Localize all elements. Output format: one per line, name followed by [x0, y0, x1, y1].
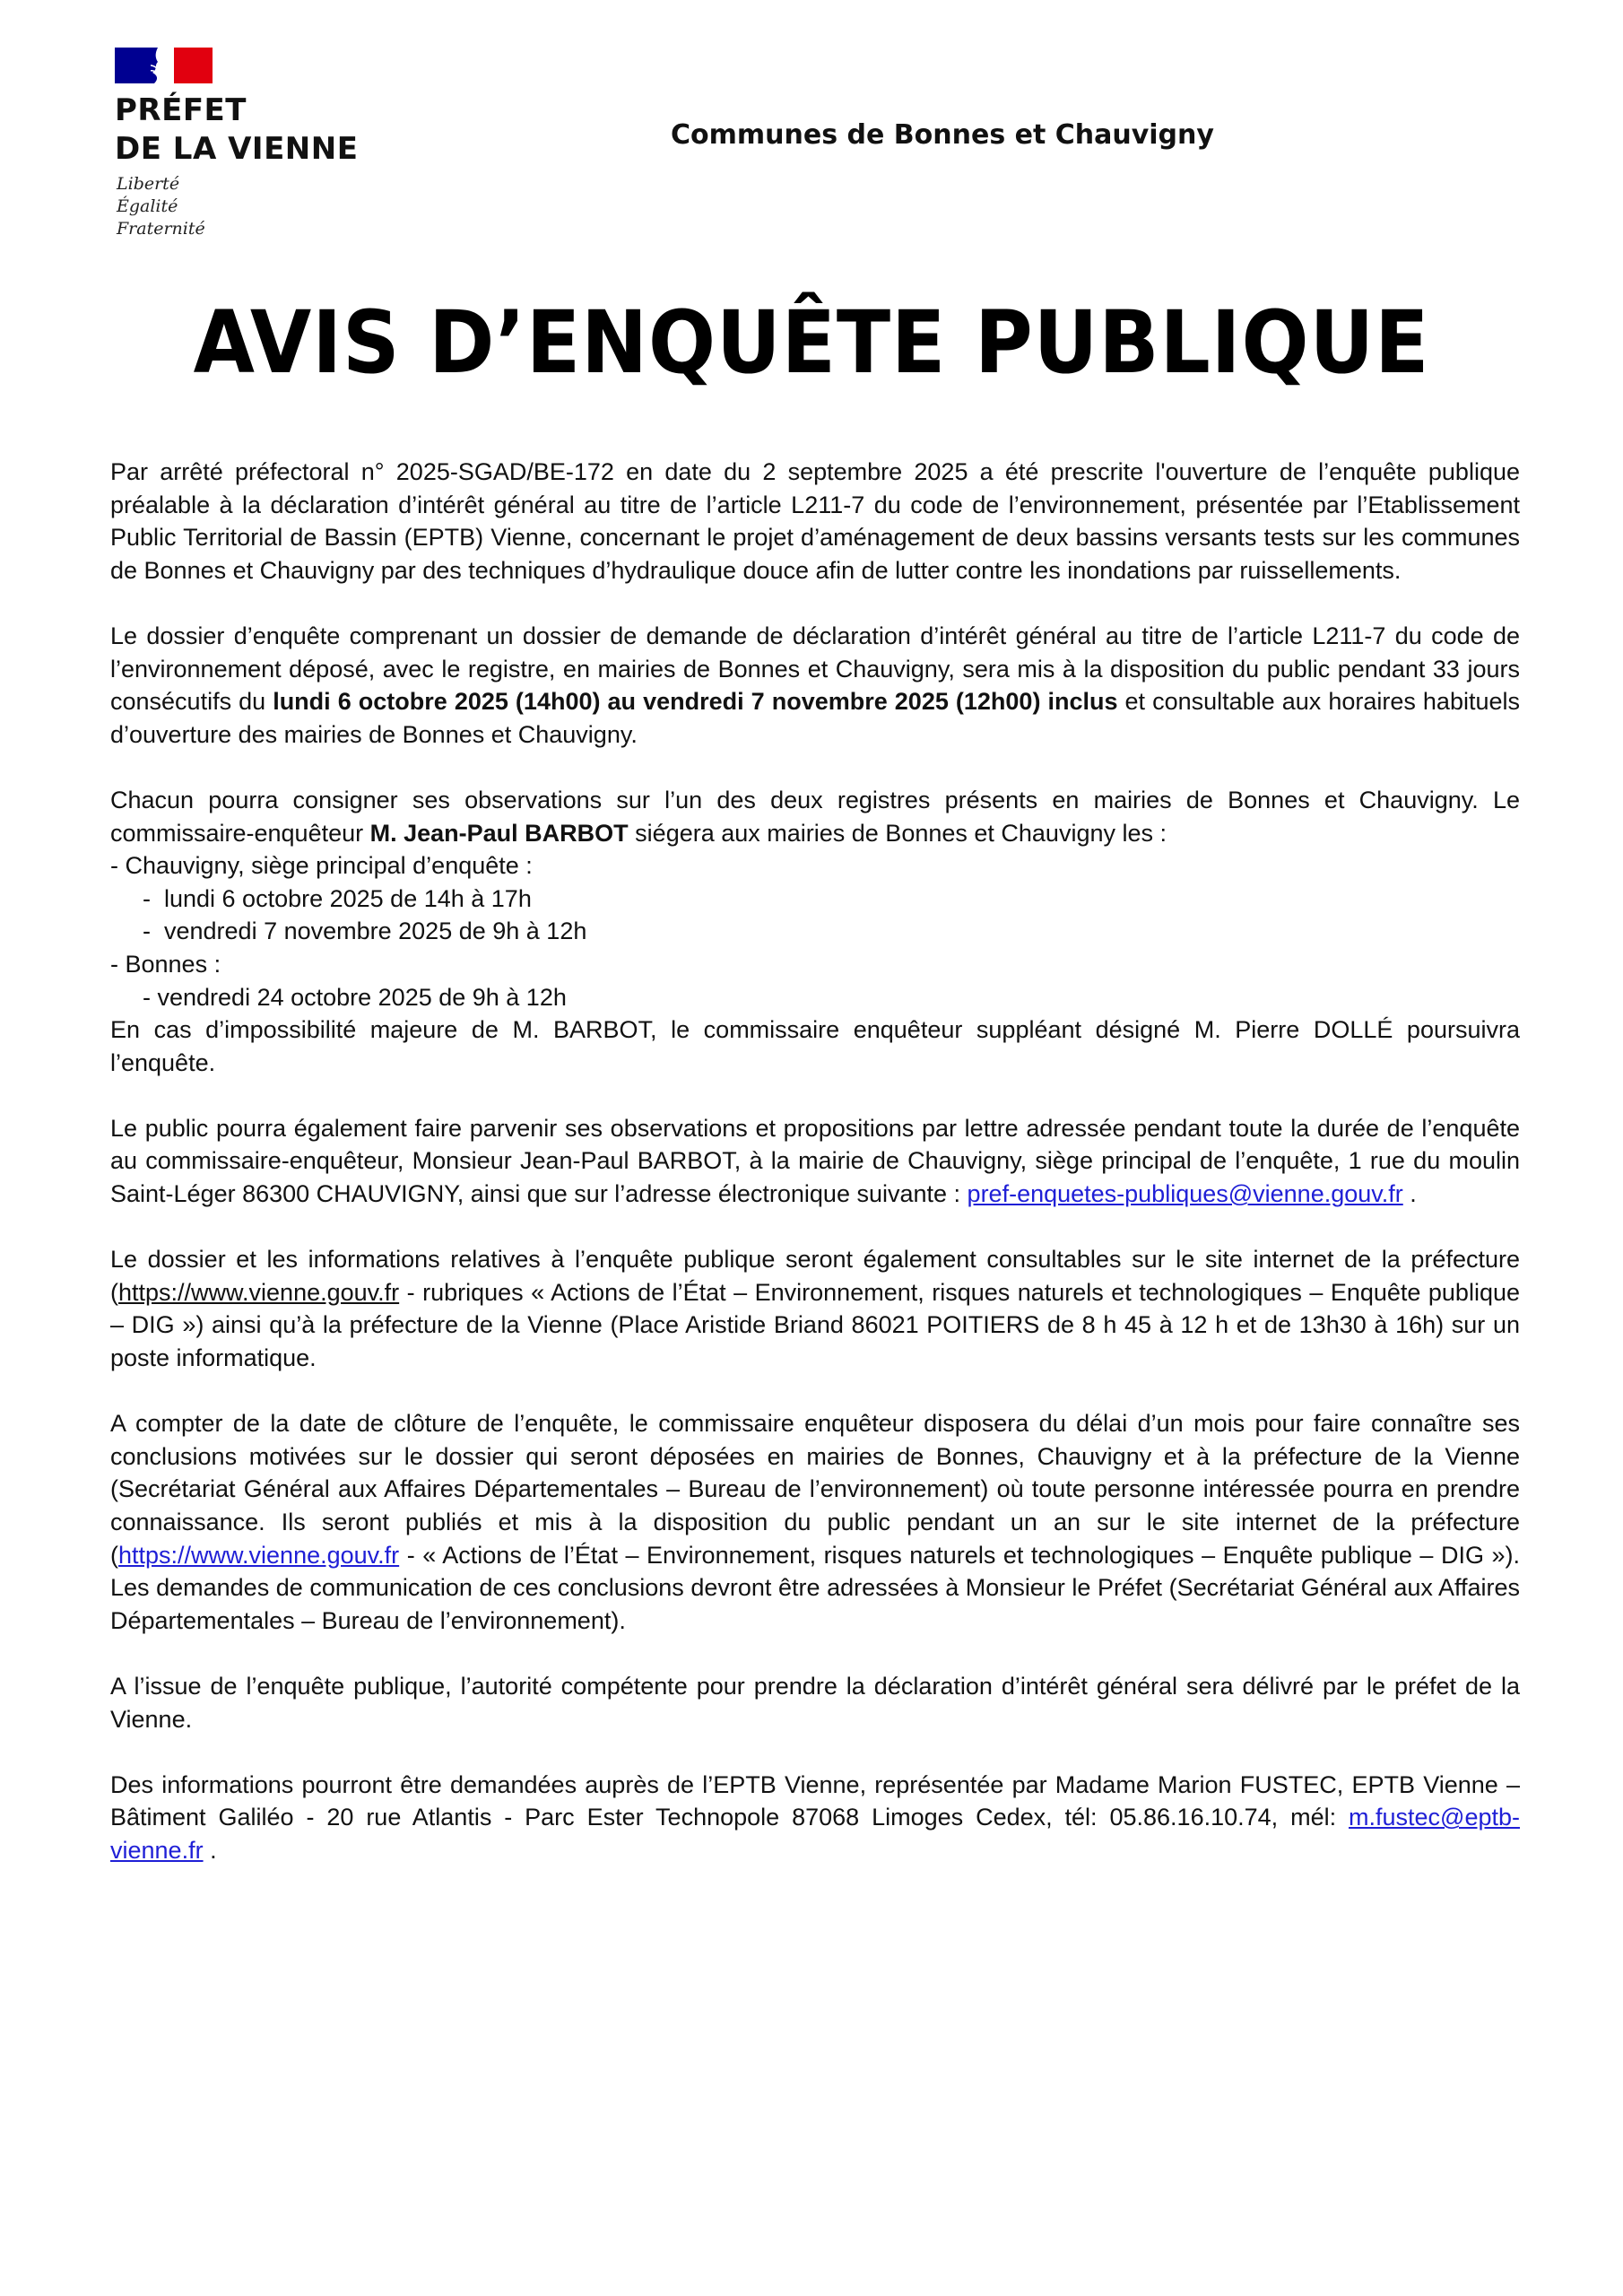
- list-item-chauvigny-date-1: - lundi 6 octobre 2025 de 14h à 17h: [143, 884, 532, 912]
- prefecture-name-line-1: PRÉFET: [115, 92, 247, 128]
- prefecture-email-link[interactable]: pref-enquetes-publiques@vienne.gouv.fr: [967, 1180, 1403, 1208]
- communes-heading: Communes de Bonnes et Chauvigny: [671, 119, 1214, 151]
- list-item-bonnes: - Bonnes :: [110, 950, 221, 978]
- text: Chacun pourra consigner ses observations sur l’un des deux registres présents en mairies de Bonnes et Chauvigny. Le commissaire-enquêteur: [110, 786, 1520, 847]
- prefecture-name: [115, 91, 358, 169]
- commissioner-name: M. Jean-Paul BARBOT: [369, 819, 629, 847]
- text: Des informations pourront être demandées auprès de l’EPTB Vienne, représentée par Madame Marion FUSTEC, EPTB Vienne – Bâtiment Galiléo - 20 rue Atlantis - Parc Ester Technopole 87068 Limoges Cedex, tél: 05.86.16.10.74, mél:: [110, 1770, 1520, 1831]
- text: .: [203, 1836, 217, 1864]
- paragraph-dossier: [110, 620, 1520, 751]
- text: A compter de la date de clôture de l’enquête, le commissaire enquêteur disposera du délai d’un mois pour faire connaître ses conclusions motivées sur le dossier qui seront déposées en mairies de Bonnes, Chauvigny et à la préfecture de la Vienne (Secrétariat Général aux Affaires Départementales – Bureau de l’environnement) où toute personne intéressée pourra en prendre connaissance. Ils seront publiés et mis à la disposition du public pendant un an sur le site internet de la préfecture (: [110, 1410, 1520, 1569]
- paragraph-online-consultation: [110, 1243, 1520, 1374]
- paragraph-authority: A l’issue de l’enquête publique, l’autorité compétente pour prendre la déclaration d’intérêt général sera délivré par le préfet de la Vienne.: [110, 1672, 1520, 1733]
- list-item-bonnes-date-1: - vendredi 24 octobre 2025 de 9h à 12h: [143, 983, 567, 1011]
- text: et consultable aux horaires habituels d’ouverture des mairies de Bonnes et Chauvigny.: [110, 688, 1520, 748]
- paragraph-arrete: Par arrêté préfectoral n° 2025-SGAD/BE-172 en date du 2 septembre 2025 a été prescrite l'ouverture de l’enquête publique préalable à la déclaration d’intérêt général au titre de l’article L211-7 du code de l’environnement, présentée par l’Etablissement Public Territorial de Bassin (EPTB) Vienne, concernant le projet d’aménagement de deux bassins versants tests sur les communes de Bonnes et Chauvigny par des techniques d’hydraulique douce afin de lutter contre les inondations par ruissellements.: [110, 458, 1520, 584]
- prefecture-logo: [115, 48, 213, 83]
- text: Le public pourra également faire parvenir ses observations et propositions par lettre adressée pendant toute la durée de l’enquête au commissaire-enquêteur, Monsieur Jean-Paul BARBOT, à la mairie de Chauvigny, siège principal de l’enquête, 1 rue du moulin Saint-Léger 86300 CHAUVIGNY, ainsi que sur l’adresse électronique suivante :: [110, 1114, 1520, 1208]
- text: - « Actions de l’État – Environnement, risques naturels et technologiques – Enquête publique – DIG »). Les demandes de communication de ces conclusions devront être adressées à Monsieur le Préfet (Secrétariat Général aux Affaires Départementales – Bureau de l’environnement).: [110, 1541, 1520, 1634]
- permanences-intro: [110, 784, 1520, 849]
- text: Le dossier et les informations relatives à l’enquête publique seront également consultables sur le site internet de la préfecture (: [110, 1246, 1520, 1306]
- substitute-commissioner: En cas d’impossibilité majeure de M. BARBOT, le commissaire enquêteur suppléant désigné M. Pierre DOLLÉ poursuivra l’enquête.: [110, 1016, 1520, 1076]
- list-item-chauvigny-date-2: - vendredi 7 novembre 2025 de 9h à 12h: [143, 918, 587, 945]
- notice-body: [110, 456, 1520, 1900]
- paragraph-correspondence: [110, 1112, 1520, 1211]
- page-title: AVIS D’ENQUÊTE PUBLIQUE: [193, 292, 1430, 393]
- eptb-email-link[interactable]: m.fustec@eptb-vienne.fr: [110, 1804, 1520, 1864]
- text: .: [1402, 1180, 1417, 1208]
- prefecture-name-line-2: DE LA VIENNE: [115, 131, 359, 167]
- marianne-flag-icon: [115, 48, 213, 83]
- list-item-chauvigny: - Chauvigny, siège principal d’enquête :: [110, 852, 533, 880]
- motto-liberte: Liberté: [117, 174, 180, 194]
- motto-fraternite: Fraternité: [117, 219, 205, 239]
- enquiry-dates: lundi 6 octobre 2025 (14h00) au vendredi 7 novembre 2025 (12h00) inclus: [273, 688, 1118, 716]
- paragraph-conclusions: [110, 1407, 1520, 1637]
- text: Le dossier d’enquête comprenant un dossier de demande de déclaration d’intérêt général au titre de l’article L211-7 du code de l’environnement déposé, avec le registre, en mairies de Bonnes et Chauvigny, sera mis à la disposition du public pendant 33 jours consécutifs du: [110, 622, 1520, 716]
- motto-egalite: Égalité: [117, 196, 178, 216]
- republic-motto: [117, 173, 205, 240]
- text: - rubriques « Actions de l’État – Environnement, risques naturels et technologiques – Enquête publique – DIG ») ainsi qu’à la préfecture de la Vienne (Place Aristide Briand 86021 POITIERS de 8 h 45 à 12 h et de 13h30 à 16h) sur un poste informatique.: [110, 1278, 1520, 1372]
- paragraph-contact: [110, 1769, 1520, 1867]
- text: siégera aux mairies de Bonnes et Chauvigny les :: [628, 819, 1167, 847]
- prefecture-website-link-2[interactable]: https://www.vienne.gouv.fr: [118, 1541, 400, 1569]
- paragraph-permanences: [110, 784, 1520, 1079]
- prefecture-website-link[interactable]: https://www.vienne.gouv.fr: [118, 1278, 400, 1306]
